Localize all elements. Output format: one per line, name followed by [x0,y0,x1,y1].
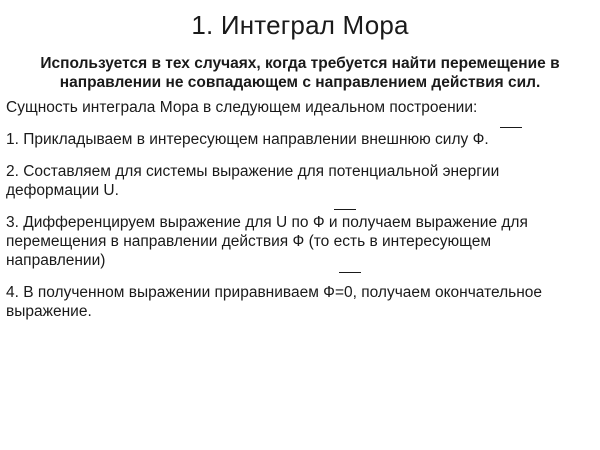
vector-overbar [334,209,356,210]
step-1-paragraph: 1. Прикладываем в интересующем направлении внешнюю силу Ф. [6,131,489,148]
slide-subtitle: Используется в тех случаях, когда требуется найти перемещение в направлении не совпадающем с направлением действия сил. [40,55,560,91]
step-3-paragraph: 3. Дифференцируем выражение для U по Ф и получаем выражение для перемещения в направлении действия Ф (то есть в интересующем направлении) [6,214,528,269]
step-2-paragraph: 2. Составляем для системы выражение для потенциальной энергии деформации U. [6,163,500,199]
vector-overbar [339,272,361,273]
slide-title: 1. Интеграл Мора [191,10,409,40]
step-4-paragraph: 4. В полученном выражении приравниваем Ф=0, получаем окончательное выражение. [6,284,543,320]
vector-overbar [500,127,522,128]
intro-paragraph: Сущность интеграла Мора в следующем идеальном построении: [6,99,478,116]
